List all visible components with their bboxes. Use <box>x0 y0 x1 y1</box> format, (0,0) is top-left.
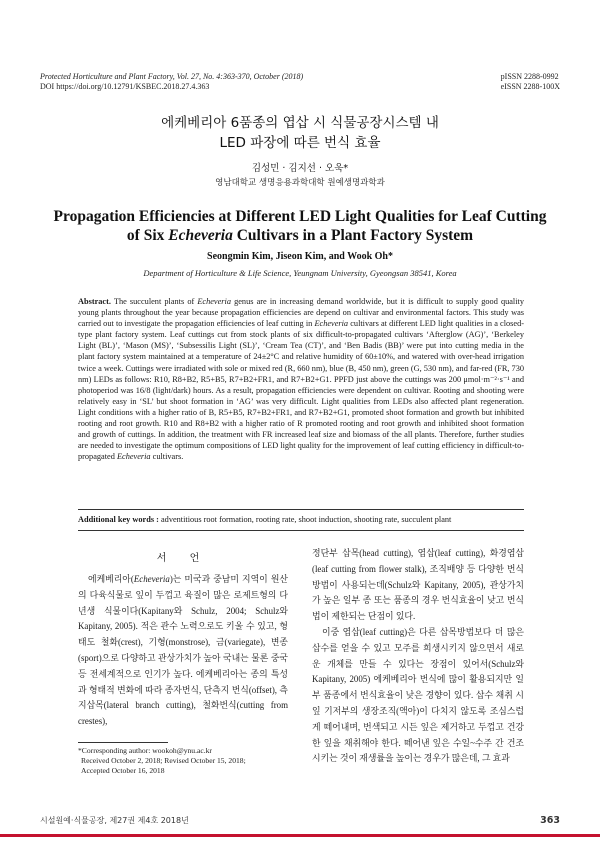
keywords-text: adventitious root formation, rooting rate, shoot induction, shooting rate, succulent plant <box>158 515 452 524</box>
issn-block <box>501 72 560 92</box>
body-paragraph: 정단부 삽목(head cutting), 엽삽(leaf cutting), 화경엽삽(leaf cutting from flower stalk), 조직배양 등 다양한 번식 방법이 사용되는데(Schulz와 Kapitany, 2005), 관상가치가 높은 일부 종 또는 품종의 경우 번식효율이 낮고 번식법이 제한되는 단점이 있다. <box>312 548 524 622</box>
body-right-column <box>312 546 524 767</box>
divider-top <box>78 509 524 510</box>
abstract-label: Abstract. <box>78 297 111 306</box>
keywords <box>78 515 524 524</box>
footer-journal: 시설원예·식물공장, 제27권 제4호 2018년 <box>40 816 189 825</box>
korean-affiliation: 영남대학교 생명응용과학대학 원예생명과학과 <box>215 178 385 188</box>
journal-header <box>40 72 303 92</box>
eissn: eISSN 2288-100X <box>500 82 560 91</box>
pissn: pISSN 2288-0992 <box>500 72 559 81</box>
english-title <box>30 207 570 245</box>
corresponding-author: *Corresponding author: wookoh@ynu.ac.kr <box>78 746 212 755</box>
received-date: Received October 2, 2018; Revised October 15, 2018; <box>81 756 246 765</box>
divider-bottom <box>78 530 524 531</box>
english-affiliation: Department of Horticulture & Life Science, Yeungnam University, Gyeongsan 38541, Korea <box>143 268 457 278</box>
journal-citation: Protected Horticulture and Plant Factory, Vol. 27, No. 4:363-370, October (2018) <box>40 72 304 81</box>
abstract: Abstract. The succulent plants of Echeveria genus are in increasing demand worldwide, but it is difficult to supply good quality young plants throughout the year because propagation efficiencies are depend on cultivar and environmental factors. This study was carried out to investigate the propagation efficiencies of leaf cutting in Echeveria cultivars at different LED light qualities in a closed-type plant factory system. Leaf cuttings cut from stock plants of six difficult-to-propagated cultivars ‘Afterglow (AG)’, ‘Berkeley Light (BL)’, ‘Mason (MS)’, ‘Subsessilis Light (SL)’, ‘Cream Tea (CT)’, and ‘Ben Badis (BB)’ were put into cutting media in the plant factory system maintained at a temperature of 24±2°C and relative humidity of 60±10%, and watered with over-head irrigation twice a week. Cuttings were irradiated with sole or mixed red (R, 660 nm), blue (B, 450 nm), green (G, 530 nm), and far-red (FR, 730 nm) LEDs as follows: R10, R8+B2, R5+B5, R7+B2+FR1, and R7+B2+G1. PPFD just above the cuttings was 200 μmol·m⁻²·s⁻¹ and photoperiod was 16/8 (light/dark) hours. As a result, propagation efficiencies were dependent on cultivar. Rooting and shooting were relatively easy in ‘SL’ but shoot formation in ‘AG’ was very difficult. Light qualities from LEDs also affected plant regeneration. Light conditions with a higher ratio of B, R5+B5, R7+B2+FR1, and R7+B2+G1, promoted shoot formation and growth but inhibited rooting and root growth. R10 and R8+B2 with a higher ratio of R promoted rooting and root growth and inhibited shoot formation and growth of cuttings. In addition, the treatment with FR increased leaf size and biomass of the all plants. Therefore, further studies are needed to investigate the optimum compositions of LED light quality for the improvement of leaf cutting efficiency in difficult-to-propagated Echeveria cultivars. <box>78 297 524 462</box>
korean-title-line1: 에케베리아 6품종의 엽삽 시 식물공장시스템 내 <box>161 115 439 131</box>
page-number: 363 <box>540 815 560 826</box>
section-title: 서 언 <box>156 553 210 564</box>
footnote <box>78 746 308 776</box>
english-title-line1: Propagation Efficiencies at Different LED Light Qualities for Leaf Cutting <box>53 208 547 225</box>
doi-link[interactable]: DOI https://doi.org/10.12791/KSBEC.2018.27.4.363 <box>40 82 210 91</box>
keywords-label: Additional key words : <box>78 515 159 524</box>
korean-title <box>0 113 600 153</box>
body-paragraph: 에케베리아(Echeveria)는 미국과 중남미 지역이 원산의 다육식물로 잎이 두껍고 육질이 많은 로제트형의 다년생 식물이다(Kapitany와 Schulz, 2004; Schulz와 Kapitany, 2005). 적은 관수 노력으로도 키울 수 있고, 형태도 철화(crest), 기형(monstrose), 금(variegate), 변종(sport)으로 다양하고 관상가치가 높아 국내는 물론 중국 등 전세계적으로 인기가 높다. 에케베리아는 종의 특성과 형태적 변화에 따라 종자번식, 단측지 번식(offset), 측지삽목(lateral branch cutting), 철화번식(cutting from crestes), <box>78 574 288 727</box>
body-paragraph: 이중 엽삽(leaf cutting)은 다른 삽목방법보다 더 많은 삽수를 얻을 수 있고 모주를 희생시키지 않으면서 새로운 개체를 만들 수 있다는 장점이 있어서(Schulz와 Kapitany, 2005) 에케베리아 번식에 많이 활용되지만 일부 품종에서 번식효율이 낮은 경향이 있다. 삽수 채취 시 잎 기저부의 생장조직(액아)이 다치지 않도록 조심스럽게 떼어내며, 번색되고 시든 잎은 제거하고 두껍고 건강한 잎을 채취해야 한다. 떼어낸 잎은 수일~수주 간 건조시키는 것이 재생률을 높이는 경우가 많은데, 그 효과 <box>312 626 524 764</box>
english-authors: Seongmin Kim, Jiseon Kim, and Wook Oh* <box>207 251 393 262</box>
accepted-date: Accepted October 16, 2018 <box>81 766 165 775</box>
english-title-line2: of Six Echeveria Cultivars in a Plant Factory System <box>126 227 474 244</box>
body-left-column <box>78 572 288 730</box>
korean-title-line2: LED 파장에 따른 번식 효율 <box>219 135 381 151</box>
footer-rule <box>0 834 600 837</box>
footnote-divider <box>78 742 168 743</box>
korean-authors: 김성민 · 김지선 · 오욱* <box>251 163 349 174</box>
page-footer <box>40 815 560 826</box>
